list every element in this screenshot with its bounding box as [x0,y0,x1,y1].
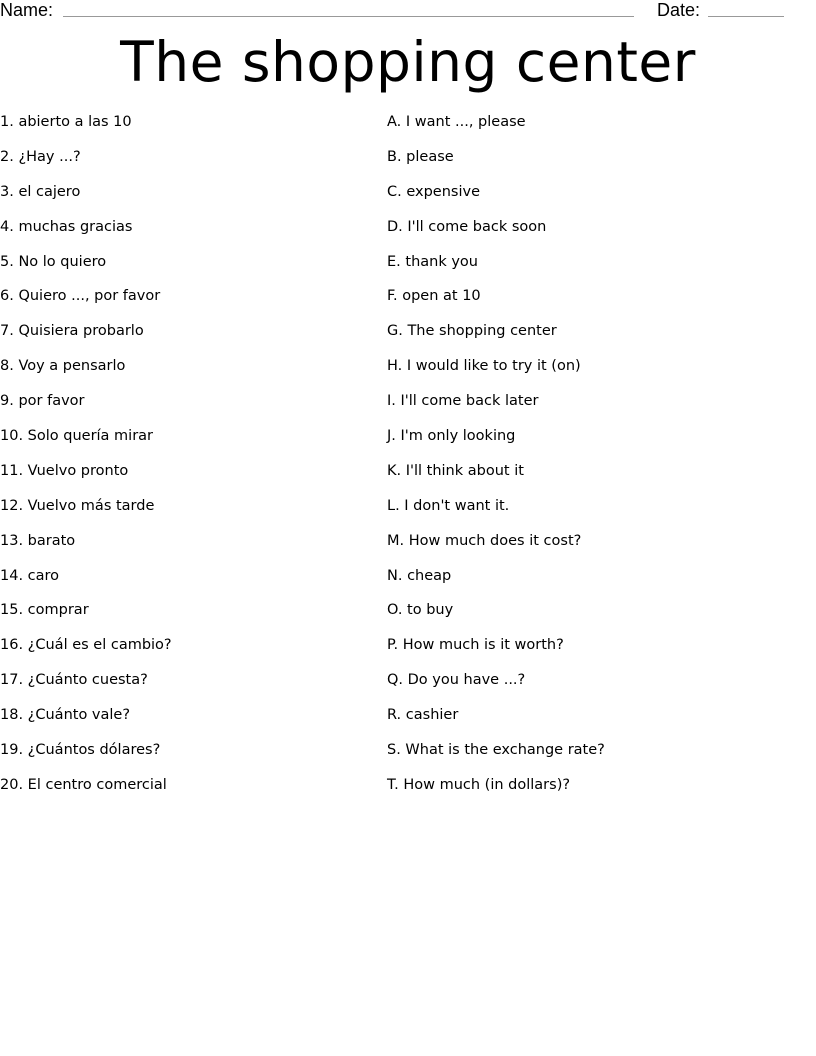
term-item: 4. muchas gracias [0,218,133,235]
name-blank-line [63,16,634,17]
definition-item: T. How much (in dollars)? [387,776,571,793]
definition-item: G. The shopping center [387,323,557,340]
definitions-list [387,112,807,810]
definition-item: E. thank you [387,253,478,270]
term-item: 12. Vuelvo más tarde [0,497,155,514]
date-label: Date: [657,0,701,20]
term-item: 9. por favor [0,393,85,410]
term-item: 19. ¿Cuántos dólares? [0,742,161,759]
definition-item: O. to buy [387,602,454,619]
definition-item: B. please [387,148,454,165]
term-item: 13. barato [0,532,76,549]
terms-list [0,112,370,810]
definition-item: N. cheap [387,567,452,584]
definition-item: R. cashier [387,707,459,724]
definition-item: C. expensive [387,183,480,200]
term-item: 20. El centro comercial [0,776,167,793]
definition-item: H. I would like to try it (on) [387,358,581,375]
term-item: 6. Quiero ..., por favor [0,288,161,305]
term-item: 7. Quisiera probarlo [0,323,144,340]
definition-item: A. I want ..., please [387,114,526,130]
definition-item: Q. Do you have ...? [387,672,526,689]
definition-item: P. How much is it worth? [387,637,564,654]
definition-item: L. I don't want it. [387,497,510,514]
term-item: 8. Voy a pensarlo [0,358,126,375]
definition-item: D. I'll come back soon [387,218,547,235]
term-item: 11. Vuelvo pronto [0,462,129,479]
term-item: 5. No lo quiero [0,253,107,270]
term-item: 1. abierto a las 10 [0,114,132,130]
term-item: 3. el cajero [0,183,81,200]
term-item: 18. ¿Cuánto vale? [0,707,131,724]
term-item: 2. ¿Hay ...? [0,148,81,165]
name-label: Name: [0,0,54,20]
term-item: 16. ¿Cuál es el cambio? [0,637,172,654]
definition-item: J. I'm only looking [387,428,516,445]
page-title: The shopping center [120,30,696,94]
term-item: 10. Solo quería mirar [0,428,154,445]
term-item: 14. caro [0,567,60,584]
definition-item: F. open at 10 [387,288,481,305]
definition-item: K. I'll think about it [387,462,524,479]
definition-item: S. What is the exchange rate? [387,742,605,759]
term-item: 17. ¿Cuánto cuesta? [0,672,148,689]
date-blank-line [708,16,784,17]
definition-item: M. How much does it cost? [387,532,582,549]
worksheet-header [0,0,816,22]
term-item: 15. comprar [0,602,89,619]
definition-item: I. I'll come back later [387,393,539,410]
